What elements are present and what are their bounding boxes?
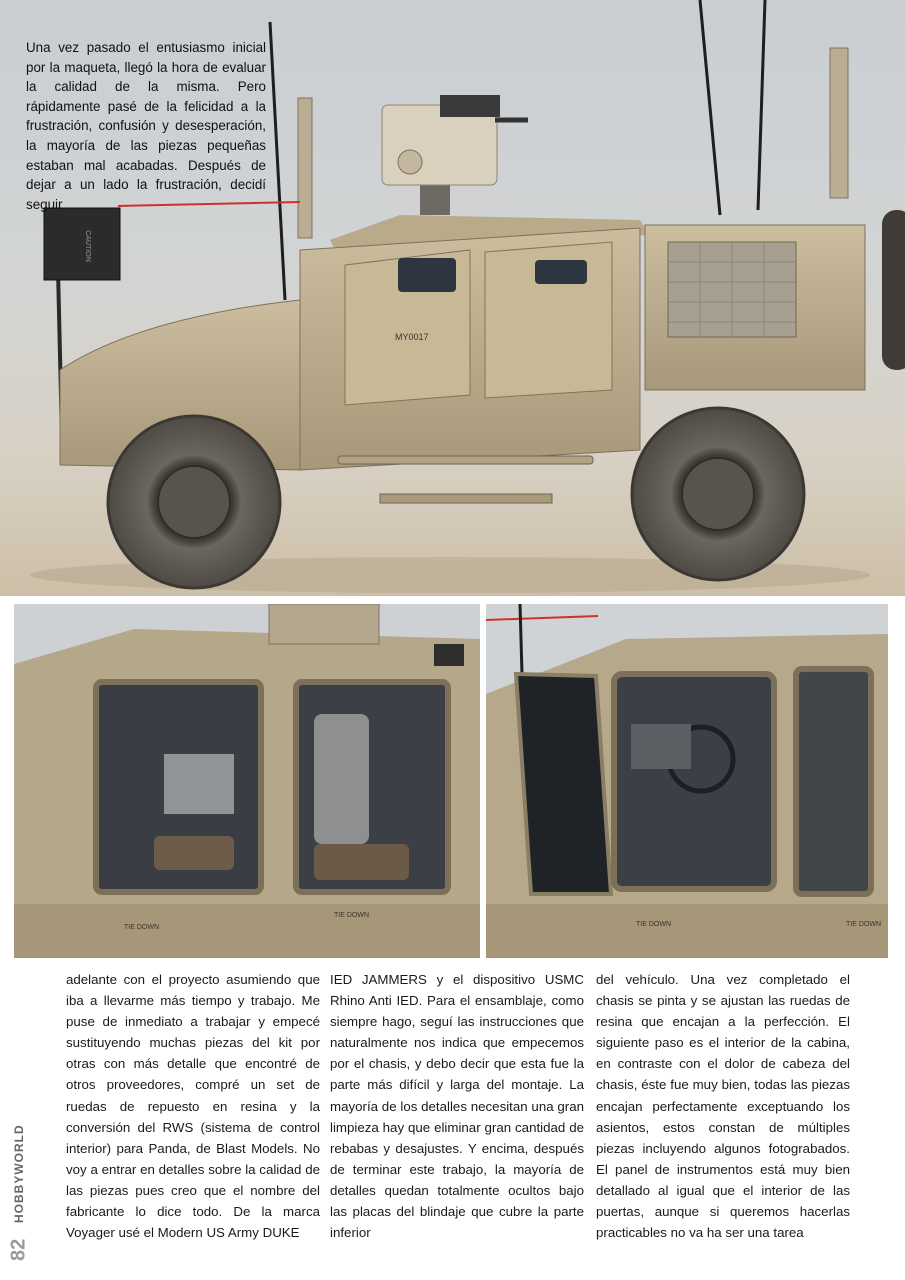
article-column-2: IED JAMMERS y el dispositivo USMC Rhino Anti IED. Para el ensamblaje, como siempre hago, seguí las instrucciones que naturalmente nos indica que empecemos por el chasis, y debo decir que esta fue la parte más difícil y larga del montaje. La mayoría de los detalles necesitan una gran limpieza hay que eliminar gran cantidad de rebabas y desajustes. Y encima, después de terminar este trabajo, la mayoría de detalles quedan totalmente ocultos bajo las placas del blindaje que cubre la parte inferior xyxy=(330,972,584,1241)
interior-photo-right xyxy=(486,604,888,958)
caution-sign-text: CAUTION xyxy=(84,230,91,262)
tie-down-marking-left-1: TIE DOWN xyxy=(124,924,159,931)
article-column-1: adelante con el proyecto asumiendo que iba a llevarme más tiempo y trabajo. Me puse de inmediato a trabajar y empecé sustituyendo muchas piezas del kit por otras con más detalle que encontré de otros proveedores, compré un set de ruedas de repuesto en resina y la conversión del RWS (sistema de control interior) para Panda, de Blast Models. No voy a entrar en detalles sobre la calidad de las piezas pues creo que el nombre del fabricante lo dice todo. De la marca Voyager usé el Modern US Army DUKE xyxy=(66,972,320,1241)
page-footer-brand xyxy=(6,1118,32,1268)
interior-right-illustration xyxy=(486,604,888,958)
interior-photo-left xyxy=(14,604,480,958)
article-column-3: del vehículo. Una vez completado el chasis se pinta y se ajustan las ruedas de resina que encajan a la perfección. El siguiente paso es el interior de la cabina, en contraste con el dolor de cabeza del chasis, éste fue muy bien, todas las piezas encajan perfectamente exceptuando los asientos, estos constan de múltiples piezas incluyendo algunos fotograbados. El panel de instrumentos está muy bien detallado al igual que el interior de las puertas, aunque si queremos hacerlas practicables no va ha ser una tarea xyxy=(596,972,850,1241)
tie-down-marking-left-2: TIE DOWN xyxy=(334,912,369,919)
page-number: 82 xyxy=(7,1238,30,1262)
vehicle-id-marking: MY0017 xyxy=(395,332,429,342)
interior-left-illustration xyxy=(14,604,480,958)
intro-paragraph: Una vez pasado el entusiasmo inicial por la maqueta, llegó la hora de evaluar la calidad de la misma. Pero rápidamente pasé de la felicidad a la frustración, confusión y desesperación, la mayoría de las piezas pequeñas estaban mal acabadas. Después de dejar a un lado la frustración, decidí seguir xyxy=(26,40,266,212)
hero-photo xyxy=(0,0,905,596)
tie-down-marking-right-2: TIE DOWN xyxy=(846,921,881,928)
tie-down-marking-right-1: TIE DOWN xyxy=(636,921,671,928)
magazine-brand: HOBBYWORLD xyxy=(12,1124,26,1224)
